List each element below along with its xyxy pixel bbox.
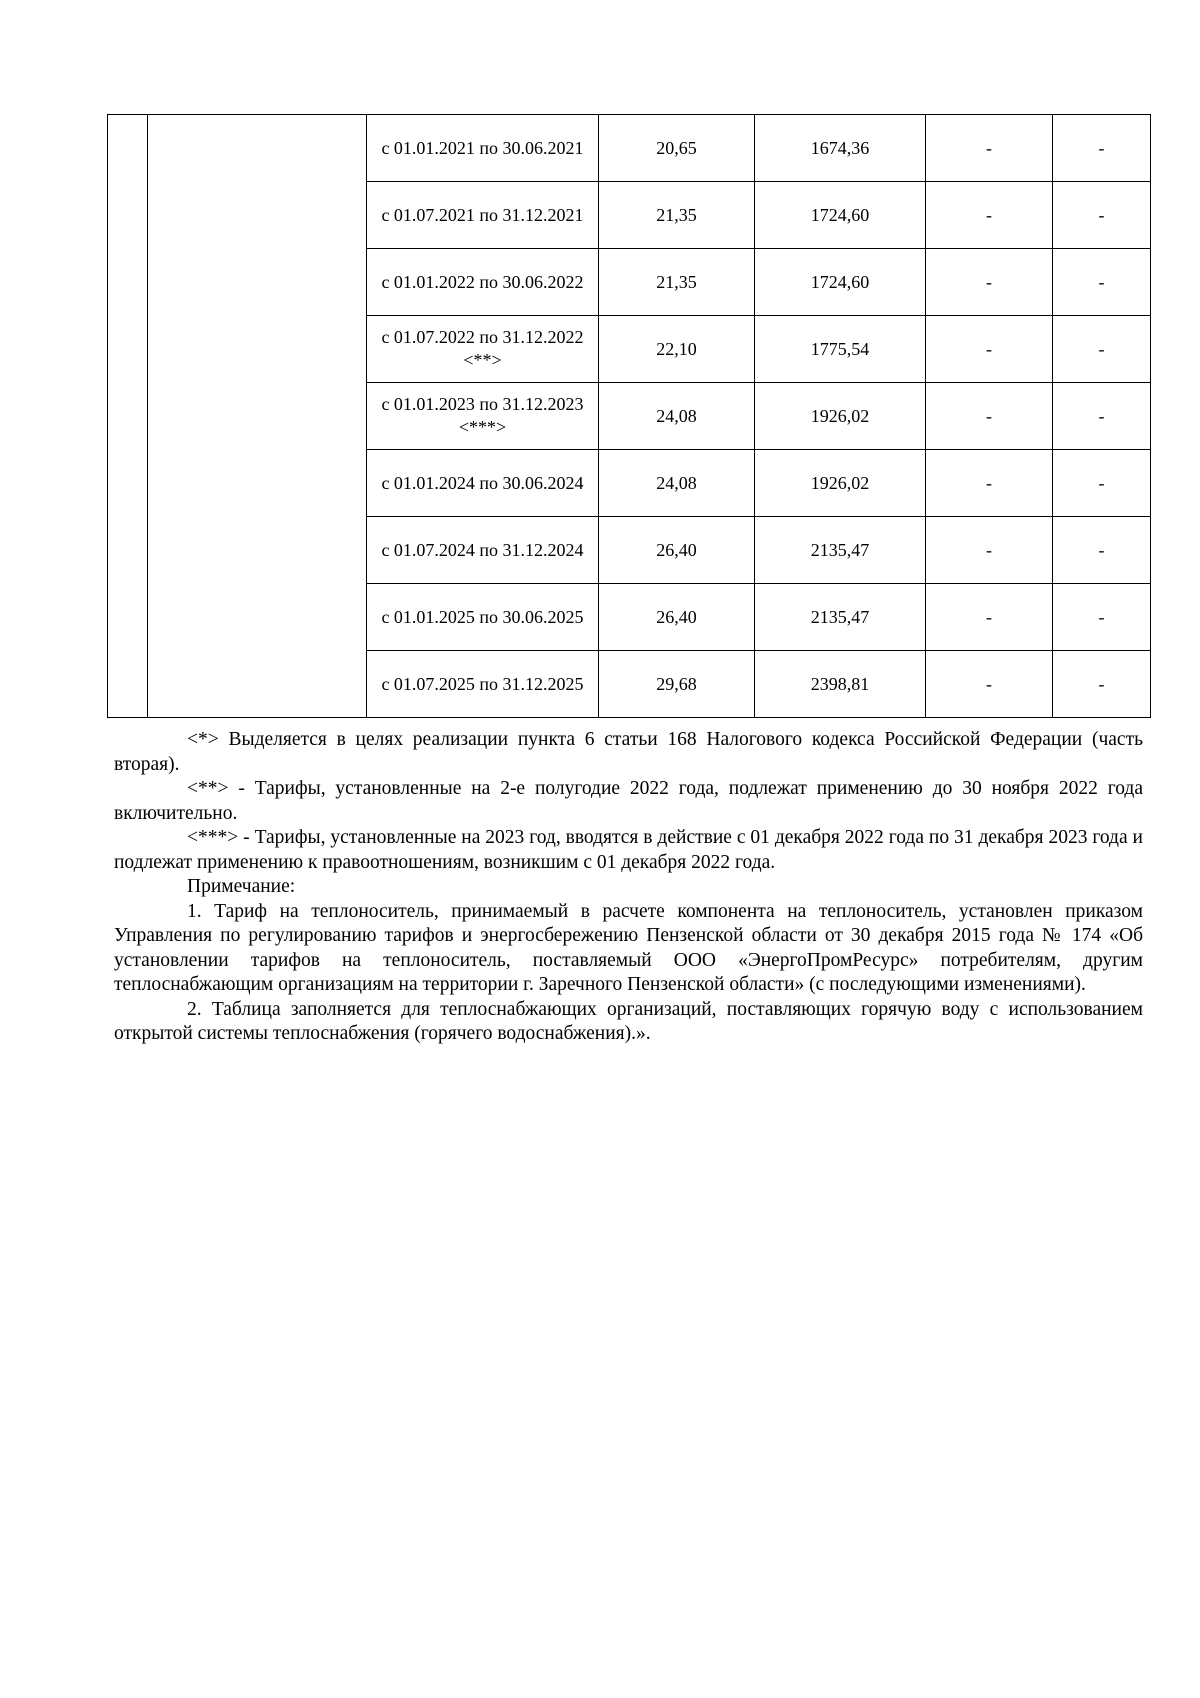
- table-cell-value2: 1724,60: [755, 182, 926, 249]
- footnote-triple-asterisk: <***> - Тарифы, установленные на 2023 год, вводятся в действие с 01 декабря 2022 года по 31 декабря 2023 года и подлежат применению к правоотношениям, возникшим с 01 декабря 2022 года.: [114, 827, 1143, 873]
- table-cell-index: [108, 115, 148, 718]
- table-cell-value2: 1926,02: [755, 450, 926, 517]
- table-cell-value4: -: [1053, 383, 1151, 450]
- table-cell-period: [367, 249, 599, 316]
- table-cell-period: [367, 316, 599, 383]
- table-cell-period: [367, 450, 599, 517]
- table-cell-period: [367, 517, 599, 584]
- table-cell-value3: -: [926, 517, 1053, 584]
- table-cell-value1: 22,10: [599, 316, 755, 383]
- period-label: с 01.07.2022 по 31.12.2022 <**>: [381, 327, 584, 370]
- table-cell-value4: -: [1053, 249, 1151, 316]
- table-cell-period: [367, 383, 599, 450]
- period-label: с 01.07.2021 по 31.12.2021: [381, 204, 584, 225]
- note-item-1: 1. Тариф на теплоноситель, принимаемый в расчете компонента на теплоноситель, установлен приказом Управления по регулированию тарифов и энергосбережению Пензенской области от 30 декабря 2015 года № 174 «Об установлении тарифов на теплоноситель, поставляемый ООО «ЭнергоПромРесурс» потребителям, другим теплоснабжающим организациям на территории г. Заречного Пензенской области» (с последующими изменениями).: [114, 900, 1143, 995]
- table-cell-value4: -: [1053, 651, 1151, 718]
- table-cell-value1: 26,40: [599, 517, 755, 584]
- table-cell-value2: 2398,81: [755, 651, 926, 718]
- table-cell-period: [367, 182, 599, 249]
- footnote-double-asterisk: <**> - Тарифы, установленные на 2-е полугодие 2022 года, подлежат применению до 30 ноября 2022 года включительно.: [114, 778, 1143, 824]
- note-heading: Примечание:: [187, 876, 296, 897]
- table-cell-value2: 1674,36: [755, 115, 926, 182]
- table-cell-value1: 24,08: [599, 383, 755, 450]
- table-cell-value1: 20,65: [599, 115, 755, 182]
- table-cell-period: [367, 115, 599, 182]
- table-cell-value2: 1775,54: [755, 316, 926, 383]
- table-cell-value1: 29,68: [599, 651, 755, 718]
- table-cell-value4: -: [1053, 584, 1151, 651]
- notes-section: [114, 728, 1143, 1047]
- table-cell-value1: 26,40: [599, 584, 755, 651]
- period-label: с 01.01.2024 по 30.06.2024: [381, 472, 584, 493]
- table-cell-value3: -: [926, 316, 1053, 383]
- table-cell-value2: 2135,47: [755, 584, 926, 651]
- table-cell-value4: -: [1053, 115, 1151, 182]
- footnote-single-asterisk: <*> Выделяется в целях реализации пункта 6 статьи 168 Налогового кодекса Российской Федерации (часть вторая).: [114, 729, 1143, 775]
- table-cell-value4: -: [1053, 450, 1151, 517]
- table-cell-value3: -: [926, 383, 1053, 450]
- table-cell-value4: -: [1053, 182, 1151, 249]
- period-label: с 01.01.2025 по 30.06.2025: [381, 606, 584, 627]
- table-row: [108, 115, 1151, 182]
- table-cell-value3: -: [926, 182, 1053, 249]
- table-cell-period: [367, 584, 599, 651]
- table-cell-value2: 1724,60: [755, 249, 926, 316]
- table-cell-value3: -: [926, 115, 1053, 182]
- table-cell-value3: -: [926, 450, 1053, 517]
- table-cell-value4: -: [1053, 316, 1151, 383]
- table-cell-value3: -: [926, 249, 1053, 316]
- table-cell-value4: -: [1053, 517, 1151, 584]
- period-label: с 01.07.2025 по 31.12.2025: [381, 673, 584, 694]
- period-label: с 01.01.2022 по 30.06.2022: [381, 271, 584, 292]
- period-label: с 01.01.2023 по 31.12.2023 <***>: [381, 394, 584, 437]
- table-cell-value1: 21,35: [599, 249, 755, 316]
- table-cell-value3: -: [926, 584, 1053, 651]
- table-cell-value2: 2135,47: [755, 517, 926, 584]
- period-label: с 01.01.2021 по 30.06.2021: [381, 137, 584, 158]
- note-item-2: 2. Таблица заполняется для теплоснабжающих организаций, поставляющих горячую воду с использованием открытой системы теплоснабжения (горячего водоснабжения).».: [114, 998, 1143, 1044]
- tariff-table: [107, 114, 1151, 718]
- table-cell-value2: 1926,02: [755, 383, 926, 450]
- table-cell-organization: [148, 115, 367, 718]
- table-cell-period: [367, 651, 599, 718]
- table-cell-value1: 24,08: [599, 450, 755, 517]
- period-label: с 01.07.2024 по 31.12.2024: [381, 539, 584, 560]
- table-cell-value3: -: [926, 651, 1053, 718]
- table-cell-value1: 21,35: [599, 182, 755, 249]
